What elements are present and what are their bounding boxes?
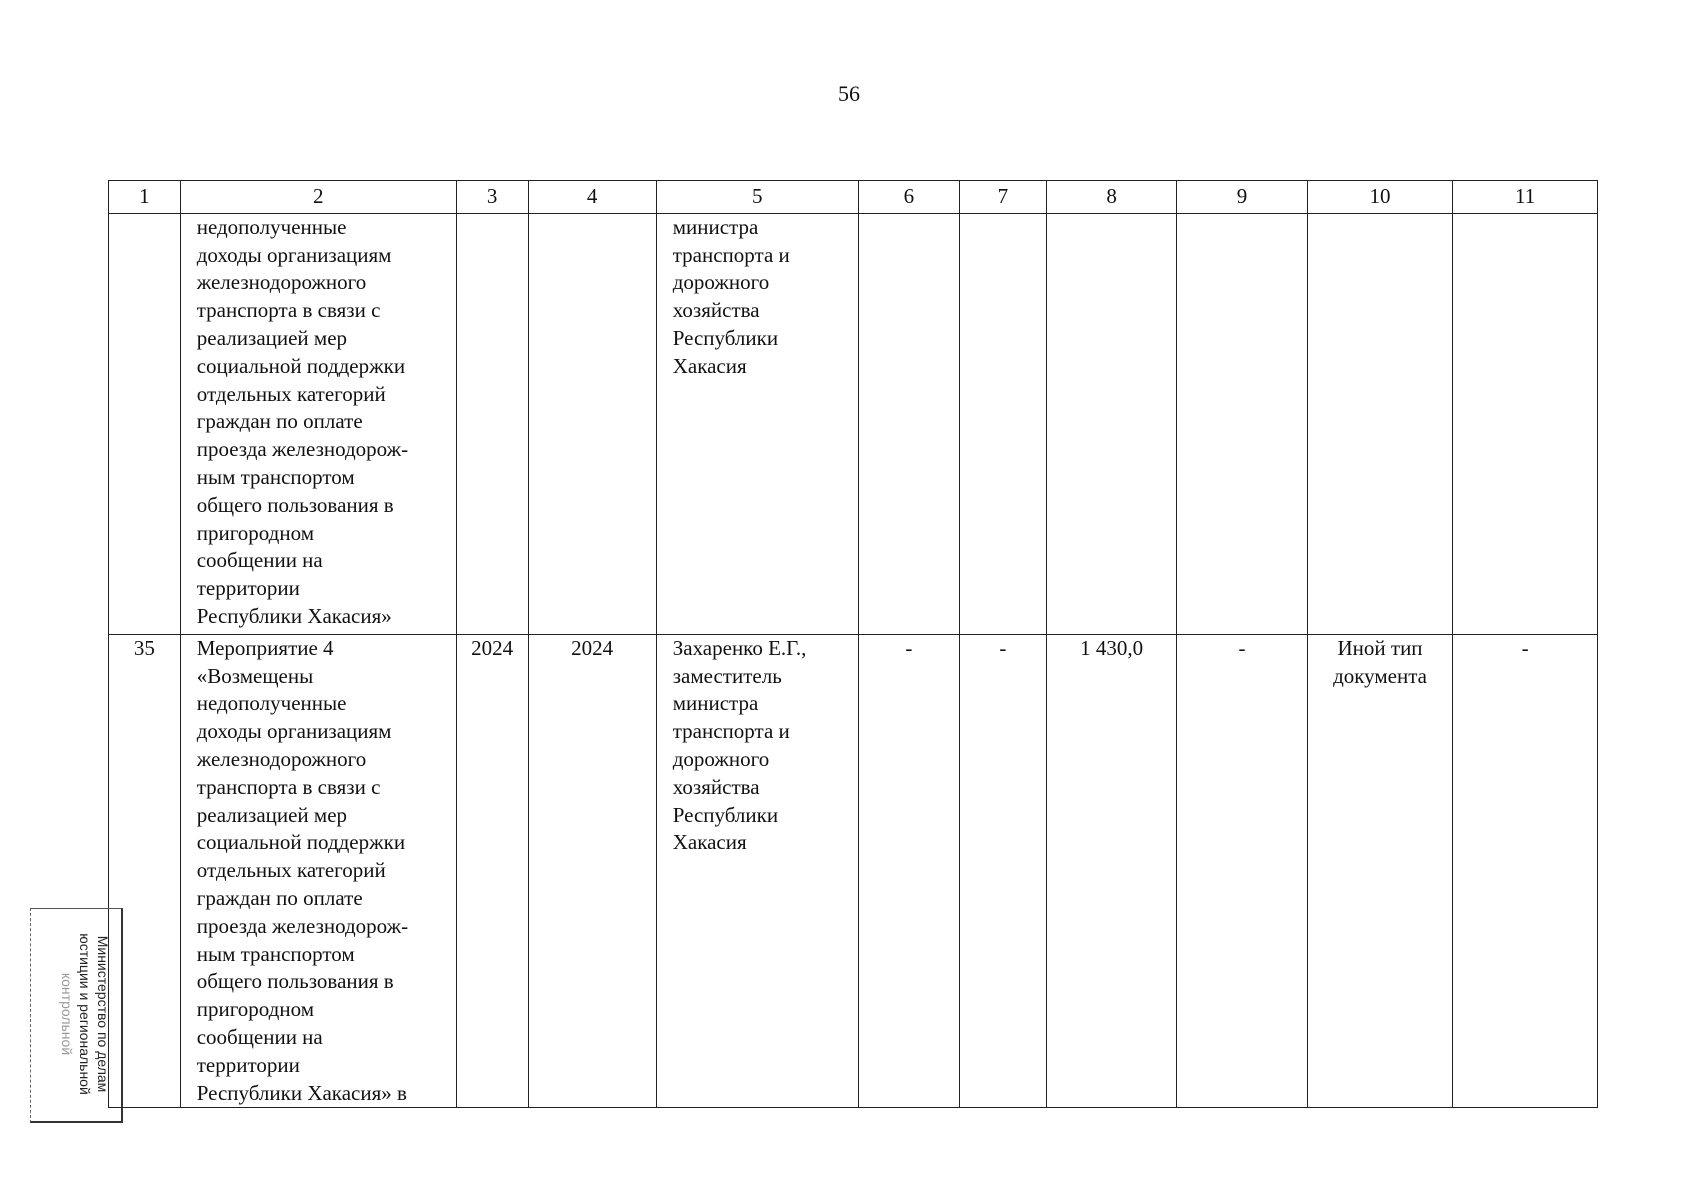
document-type-cell: Иной тип документа: [1307, 634, 1453, 1108]
table-row: [109, 213, 1598, 634]
responsible-cell: министра транспорта и дорожного хозяйства Республики Хакасия: [656, 213, 858, 634]
col6-cell: [858, 213, 959, 634]
header-cell: 10: [1307, 181, 1453, 214]
header-cell: 2: [180, 181, 456, 214]
amount-cell: 1 430,0: [1046, 634, 1176, 1108]
page-number: 56: [838, 81, 860, 106]
end-year-cell: 2024: [528, 634, 656, 1108]
stamp-line: юстиции и региональной: [77, 933, 93, 1095]
header-cell: 7: [959, 181, 1046, 214]
header-cell: 6: [858, 181, 959, 214]
header-cell: 8: [1046, 181, 1176, 214]
event-name-cell: недополученные доходы организациям железнодорожного транспорта в связи с реализацией мер социальной поддержки отдельных категорий граждан по оплате проезда железнодорож- ным транспортом общего пользования в пригородном сообщении на территории Республики Хакасия»: [180, 213, 456, 634]
start-year-cell: 2024: [456, 634, 528, 1108]
col7-cell: -: [959, 634, 1046, 1108]
event-name-cell: Мероприятие 4 «Возмещены недополученные доходы организациям железнодорожного транспорта в связи с реализацией мер социальной поддержки отдельных категорий граждан по оплате проезда железнодорож- ным транспортом общего пользования в пригородном сообщении на территории Республики Хакасия» в: [180, 634, 456, 1108]
col11-cell: [1453, 213, 1598, 634]
start-year-cell: [456, 213, 528, 634]
header-cell: 1: [109, 181, 181, 214]
col6-cell: -: [858, 634, 959, 1108]
col11-cell: -: [1453, 634, 1598, 1108]
table-header-row: [109, 181, 1598, 214]
document-type-cell: [1307, 213, 1453, 634]
responsible-cell: Захаренко Е.Г., заместитель министра транспорта и дорожного хозяйства Республики Хакасия: [656, 634, 858, 1108]
stamp-text-block: [32, 910, 118, 1118]
stamp-line: контрольной: [59, 972, 75, 1056]
document-table: [108, 180, 1598, 1108]
col9-cell: -: [1177, 634, 1307, 1108]
header-cell: 5: [656, 181, 858, 214]
row-number-cell: [109, 213, 181, 634]
col9-cell: [1177, 213, 1307, 634]
header-cell: 11: [1453, 181, 1598, 214]
amount-cell: [1046, 213, 1176, 634]
table-row: [109, 634, 1598, 1108]
header-cell: 9: [1177, 181, 1307, 214]
header-cell: 4: [528, 181, 656, 214]
header-cell: 3: [456, 181, 528, 214]
end-year-cell: [528, 213, 656, 634]
row-number-cell: 35: [109, 634, 181, 1108]
stamp-line: Министерство по делам: [95, 935, 111, 1093]
col7-cell: [959, 213, 1046, 634]
